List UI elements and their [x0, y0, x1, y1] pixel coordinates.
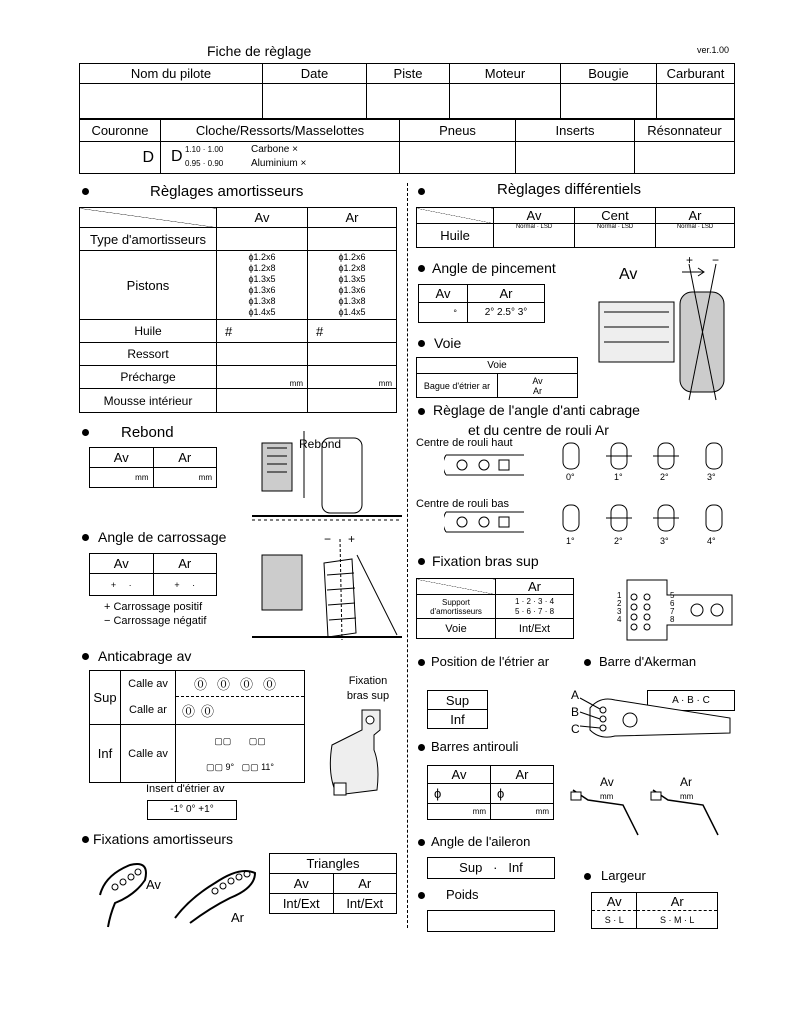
- bras-sup-diagram: [612, 575, 737, 645]
- rebond-table: [89, 447, 217, 488]
- triangles-av: Av: [270, 874, 334, 894]
- bullet: [418, 659, 425, 666]
- largeur-title: Largeur: [601, 868, 646, 883]
- rebond-av-field[interactable]: mm: [90, 468, 154, 488]
- largeur-av: Av: [592, 893, 637, 911]
- fixation-bras-label: Fixation bras sup: [346, 675, 390, 702]
- fixation-ar-label: Ar: [231, 910, 244, 925]
- huile-label: Huile: [80, 320, 217, 343]
- fixation-av-label: Av: [146, 877, 161, 892]
- bullet: [584, 659, 591, 666]
- fixations-title: Fixations amortisseurs: [93, 831, 234, 847]
- ressort-label: Ressort: [80, 343, 217, 366]
- amort-title: Règlages amortisseurs: [150, 183, 304, 200]
- col-cloche: Cloche/Ressorts/Masselottes: [161, 120, 400, 142]
- num: 7: [670, 607, 675, 616]
- pincement-table: [418, 284, 545, 323]
- bullet: [418, 558, 425, 565]
- sup-label: Sup: [90, 671, 121, 725]
- largeur-av-field[interactable]: S · L: [592, 911, 637, 929]
- col-carburant: Carburant: [657, 64, 735, 84]
- rebond-ar-field[interactable]: mm: [153, 468, 217, 488]
- pneus-field[interactable]: [400, 142, 516, 174]
- diff-ar: Ar: [656, 208, 735, 224]
- piston-opt: ϕ1.3x8: [338, 296, 366, 306]
- aileron-title: Angle de l'aileron: [431, 834, 531, 849]
- carrossage-av-field[interactable]: [90, 574, 154, 596]
- carrossage-negatif: − Carrossage négatif: [104, 615, 207, 627]
- mousse-av[interactable]: [217, 389, 308, 413]
- num: 5: [670, 591, 675, 600]
- diff-table: [416, 207, 735, 248]
- carrossage-ar-field[interactable]: [153, 574, 217, 596]
- ressort-av[interactable]: [217, 343, 308, 366]
- deg-haut: 1°: [614, 472, 623, 482]
- carrossage-table: [89, 553, 217, 596]
- date-field[interactable]: [263, 84, 367, 119]
- carrossage-positif: + Carrossage positif: [104, 601, 203, 613]
- bullet: [418, 744, 425, 751]
- bras-sup-title: Fixation bras sup: [432, 553, 539, 569]
- precharge-ar[interactable]: mm: [308, 366, 397, 389]
- rebond-av: Av: [90, 448, 154, 468]
- transmission-table: [79, 119, 735, 174]
- largeur-table: [591, 892, 718, 929]
- num: 4: [617, 615, 622, 624]
- calle-av-options[interactable]: ⓪⓪⓪⓪: [176, 671, 305, 697]
- triangles-label: Triangles: [270, 854, 397, 874]
- deg-9: 9°: [225, 761, 235, 772]
- fixation-av-diagram: [90, 855, 160, 930]
- pinc-ar-field[interactable]: 2° 2.5° 3°: [468, 303, 545, 323]
- deg-bas: 4°: [707, 536, 716, 546]
- triangles-ar: Ar: [333, 874, 397, 894]
- diff-huile: Huile: [417, 224, 494, 248]
- rouli-haut-options[interactable]: [558, 438, 728, 476]
- cloche-d: D: [171, 148, 183, 165]
- etrier-table: [427, 690, 488, 729]
- pinc-av: Av: [419, 285, 468, 303]
- carbone-label: Carbone ×: [251, 144, 298, 155]
- bullet: [82, 836, 89, 843]
- hash: #: [316, 323, 324, 339]
- cloche-a: 1.10 · 1.00: [185, 145, 224, 154]
- bullet: [82, 188, 89, 195]
- type-ar[interactable]: [308, 228, 397, 251]
- pinc-minus: −: [712, 253, 720, 267]
- pilot-info-table: [79, 63, 735, 119]
- akerman-c: C: [571, 722, 580, 736]
- pinc-plus: +: [686, 253, 694, 267]
- largeur-ar-field[interactable]: S · M · L: [637, 911, 718, 929]
- bras-sup-table: [416, 578, 574, 639]
- diff-ar-field[interactable]: Normal · LSD: [656, 224, 735, 248]
- rouli-bas-label: Centre de rouli bas: [416, 498, 509, 510]
- rouli-haut-label: Centre de rouli haut: [416, 437, 513, 449]
- deg-11: 11°: [261, 761, 275, 772]
- antirouli-ar-mm[interactable]: mm: [491, 804, 554, 820]
- diag-cell: [417, 579, 496, 595]
- diff-cent: Cent: [575, 208, 656, 224]
- mousse-label: Mousse intérieur: [80, 389, 217, 413]
- bras-sup-intext[interactable]: Int/Ext: [496, 619, 574, 639]
- column-divider: [407, 183, 408, 928]
- vals2: 5 · 6 · 7 · 8: [514, 606, 555, 616]
- antirouli-table: [427, 765, 554, 820]
- voie-ar: Ar: [533, 385, 542, 396]
- largeur-ar: Ar: [637, 893, 718, 911]
- bras-sup-support: Support d'amortisseurs: [417, 595, 496, 619]
- insert-label: Insert d'étrier av: [146, 783, 225, 795]
- akerman-field[interactable]: A · B · C: [647, 690, 735, 711]
- num: 6: [670, 599, 675, 608]
- pinc-ar: Ar: [468, 285, 545, 303]
- antirouli-diag-mm: mm: [600, 792, 614, 801]
- type-label: Type d'amortisseurs: [80, 228, 217, 251]
- inf-options[interactable]: ▢▢ ▢▢ ▢▢ 9° ▢▢ 11°: [176, 725, 305, 783]
- carrossage-title: Angle de carrossage: [98, 529, 227, 545]
- pistons-av[interactable]: [217, 251, 308, 320]
- diff-av-field[interactable]: Normal · LSD: [494, 224, 575, 248]
- num: 1: [617, 591, 622, 600]
- antirouli-title: Barres antirouli: [431, 739, 519, 754]
- akerman-title: Barre d'Akerman: [599, 654, 697, 669]
- piston-opt: ϕ1.3x6: [338, 285, 366, 295]
- aluminium-label: Aluminium ×: [251, 158, 307, 169]
- anticabrage-title: Anticabrage av: [98, 648, 192, 664]
- aileron-field[interactable]: [427, 857, 555, 879]
- inserts-field[interactable]: [516, 142, 635, 174]
- piston-opt: ϕ1.4x5: [248, 307, 276, 317]
- num: 8: [670, 615, 675, 624]
- rouli-bas-bar: [444, 507, 529, 537]
- col-resonnateur: Résonnateur: [635, 120, 735, 142]
- antirouli-ar-field[interactable]: ϕ: [491, 784, 554, 804]
- piston-opt: ϕ1.2x8: [248, 263, 276, 273]
- triangles-av-field[interactable]: Int/Ext: [270, 894, 334, 914]
- mousse-ar[interactable]: [308, 389, 397, 413]
- diag-cell: [417, 208, 494, 224]
- bras-nums-left: [617, 592, 621, 624]
- col-pneus: Pneus: [400, 120, 516, 142]
- bras-sup-voie: Voie: [417, 619, 496, 639]
- rouli-bas-options[interactable]: [558, 500, 728, 538]
- col-piste: Piste: [367, 64, 450, 84]
- bullet: [82, 653, 89, 660]
- triangles-table: [269, 853, 397, 914]
- pilote-field[interactable]: [80, 84, 263, 119]
- poids-title: Poids: [446, 887, 479, 902]
- voie-bague: Bague d'étrier ar: [417, 374, 498, 398]
- plus: +: [110, 579, 117, 590]
- voie-table: [416, 357, 578, 398]
- deg-haut: 3°: [707, 472, 716, 482]
- voie-title: Voie: [434, 335, 462, 351]
- antirouli-av-mm[interactable]: mm: [428, 804, 491, 820]
- resonnateur-field[interactable]: [635, 142, 735, 174]
- bullet: [418, 265, 425, 272]
- col-moteur: Moteur: [450, 64, 561, 84]
- piston-opt: ϕ1.2x6: [338, 252, 366, 262]
- piston-opt: ϕ1.2x8: [338, 263, 366, 273]
- deg-bas: 3°: [660, 536, 669, 546]
- deg-bas: 2°: [614, 536, 623, 546]
- num: 2: [617, 599, 622, 608]
- rebond-title: Rebond: [121, 424, 174, 441]
- rouli-haut-bar: [444, 450, 529, 480]
- huile-ar[interactable]: [308, 320, 397, 343]
- bras-nums-right: [670, 592, 674, 624]
- bullet: [418, 892, 425, 899]
- akerman-a: A: [571, 688, 580, 702]
- dot: ·: [128, 579, 132, 590]
- piston-opt: ϕ1.3x5: [338, 274, 366, 284]
- antirouli-diag-av: Av: [600, 775, 614, 789]
- deg-haut: 2°: [660, 472, 669, 482]
- antirouli-diag-ar: Ar: [680, 775, 692, 789]
- version-label: ver.1.00: [697, 45, 730, 55]
- vals1: 1 · 2 · 3 · 4: [514, 596, 555, 606]
- moteur-field[interactable]: [450, 84, 561, 119]
- amort-table: [79, 207, 397, 413]
- diff-av: Av: [494, 208, 575, 224]
- carburant-field[interactable]: [657, 84, 735, 119]
- antirouli-diagram: [568, 770, 738, 840]
- diag-cell: [80, 208, 217, 228]
- bras-sup-ar: Ar: [496, 579, 574, 595]
- piste-field[interactable]: [367, 84, 450, 119]
- bullet: [418, 340, 425, 347]
- rebond-ar: Ar: [153, 448, 217, 468]
- pistons-label: Pistons: [80, 251, 217, 320]
- amort-ar: Ar: [308, 208, 397, 228]
- rebond-label: Rebond: [299, 437, 342, 451]
- voie-field[interactable]: [498, 374, 578, 398]
- antirouli-av-field[interactable]: ϕ: [428, 784, 491, 804]
- voie-av: Av: [532, 375, 543, 386]
- piston-opt: ϕ1.4x5: [338, 307, 366, 317]
- bullet: [584, 873, 591, 880]
- pincement-diagram: [594, 262, 740, 402]
- carrossage-diagram: [252, 535, 402, 640]
- insert-values[interactable]: -1° 0° +1°: [147, 800, 237, 820]
- etrier-sup[interactable]: Sup: [428, 691, 488, 710]
- aileron-inf: Inf: [508, 860, 523, 875]
- col-bougie: Bougie: [561, 64, 657, 84]
- triangles-ar-field[interactable]: Int/Ext: [333, 894, 397, 914]
- anticabrage-table: [89, 670, 305, 783]
- antirouli-diag-mm: mm: [680, 792, 694, 801]
- ressort-ar[interactable]: [308, 343, 397, 366]
- pincement-title: Angle de pincement: [432, 260, 556, 276]
- fixation-bras-diagram: [322, 705, 392, 805]
- aileron-dot: ·: [493, 860, 498, 875]
- inf-calle-av-label: Calle av: [121, 725, 176, 783]
- huile-av[interactable]: [217, 320, 308, 343]
- piston-opt: ϕ1.3x6: [248, 285, 276, 295]
- couronne-field[interactable]: D: [80, 142, 161, 174]
- fixation-ar-diagram: [170, 858, 260, 928]
- col-couronne: Couronne: [80, 120, 161, 142]
- amort-av: Av: [217, 208, 308, 228]
- type-av[interactable]: [217, 228, 308, 251]
- anticab-ar-title1: Règlage de l'angle d'anti cabrage: [433, 402, 640, 418]
- bullet: [418, 188, 425, 195]
- pistons-ar[interactable]: [308, 251, 397, 320]
- col-pilote: Nom du pilote: [80, 64, 263, 84]
- bullet: [82, 534, 89, 541]
- dot: ·: [192, 579, 196, 590]
- bullet: [418, 408, 425, 415]
- plus: +: [174, 579, 180, 590]
- page-title: Fiche de règlage: [207, 43, 312, 59]
- akerman-b: B: [571, 705, 580, 719]
- etrier-inf[interactable]: Inf: [428, 710, 488, 729]
- deg-haut: 0°: [566, 472, 575, 482]
- diff-title: Règlages différentiels: [497, 181, 641, 198]
- deg-bas: 1°: [566, 536, 575, 546]
- antirouli-av: Av: [428, 766, 491, 784]
- calle-ar-label: Calle ar: [121, 697, 176, 725]
- aileron-sup: Sup: [459, 860, 483, 875]
- akerman-diagram: [570, 688, 740, 748]
- piston-opt: ϕ1.3x8: [248, 296, 276, 306]
- antirouli-ar: Ar: [491, 766, 554, 784]
- bras-sup-field[interactable]: [496, 595, 574, 619]
- calle-av-label: Calle av: [121, 671, 176, 697]
- num: 3: [617, 607, 622, 616]
- precharge-av[interactable]: mm: [217, 366, 308, 389]
- poids-field[interactable]: [427, 910, 555, 932]
- piston-opt: ϕ1.2x6: [248, 252, 276, 262]
- hash: #: [225, 323, 233, 339]
- bougie-field[interactable]: [561, 84, 657, 119]
- anticab-ar-title2: et du centre de rouli Ar: [468, 422, 609, 438]
- col-inserts: Inserts: [516, 120, 635, 142]
- calle-ar-options[interactable]: ⓪⓪: [176, 697, 305, 725]
- cam-minus: −: [324, 535, 332, 546]
- cam-plus: +: [348, 535, 356, 546]
- cloche-b: 0.95 · 0.90: [185, 159, 224, 168]
- precharge-label: Précharge: [80, 366, 217, 389]
- bullet: [418, 839, 425, 846]
- pinc-av-field[interactable]: °: [419, 303, 468, 323]
- piston-opt: ϕ1.3x5: [248, 274, 276, 284]
- diff-cent-field[interactable]: Normal · LSD: [575, 224, 656, 248]
- col-date: Date: [263, 64, 367, 84]
- cloche-field[interactable]: [161, 142, 400, 174]
- voie-head: Voie: [417, 358, 578, 374]
- bullet: [82, 429, 89, 436]
- inf-label: Inf: [90, 725, 121, 783]
- carrossage-av: Av: [90, 554, 154, 574]
- etrier-title: Position de l'étrier ar: [431, 654, 550, 669]
- carrossage-ar: Ar: [153, 554, 217, 574]
- pinc-big-av: Av: [619, 266, 638, 283]
